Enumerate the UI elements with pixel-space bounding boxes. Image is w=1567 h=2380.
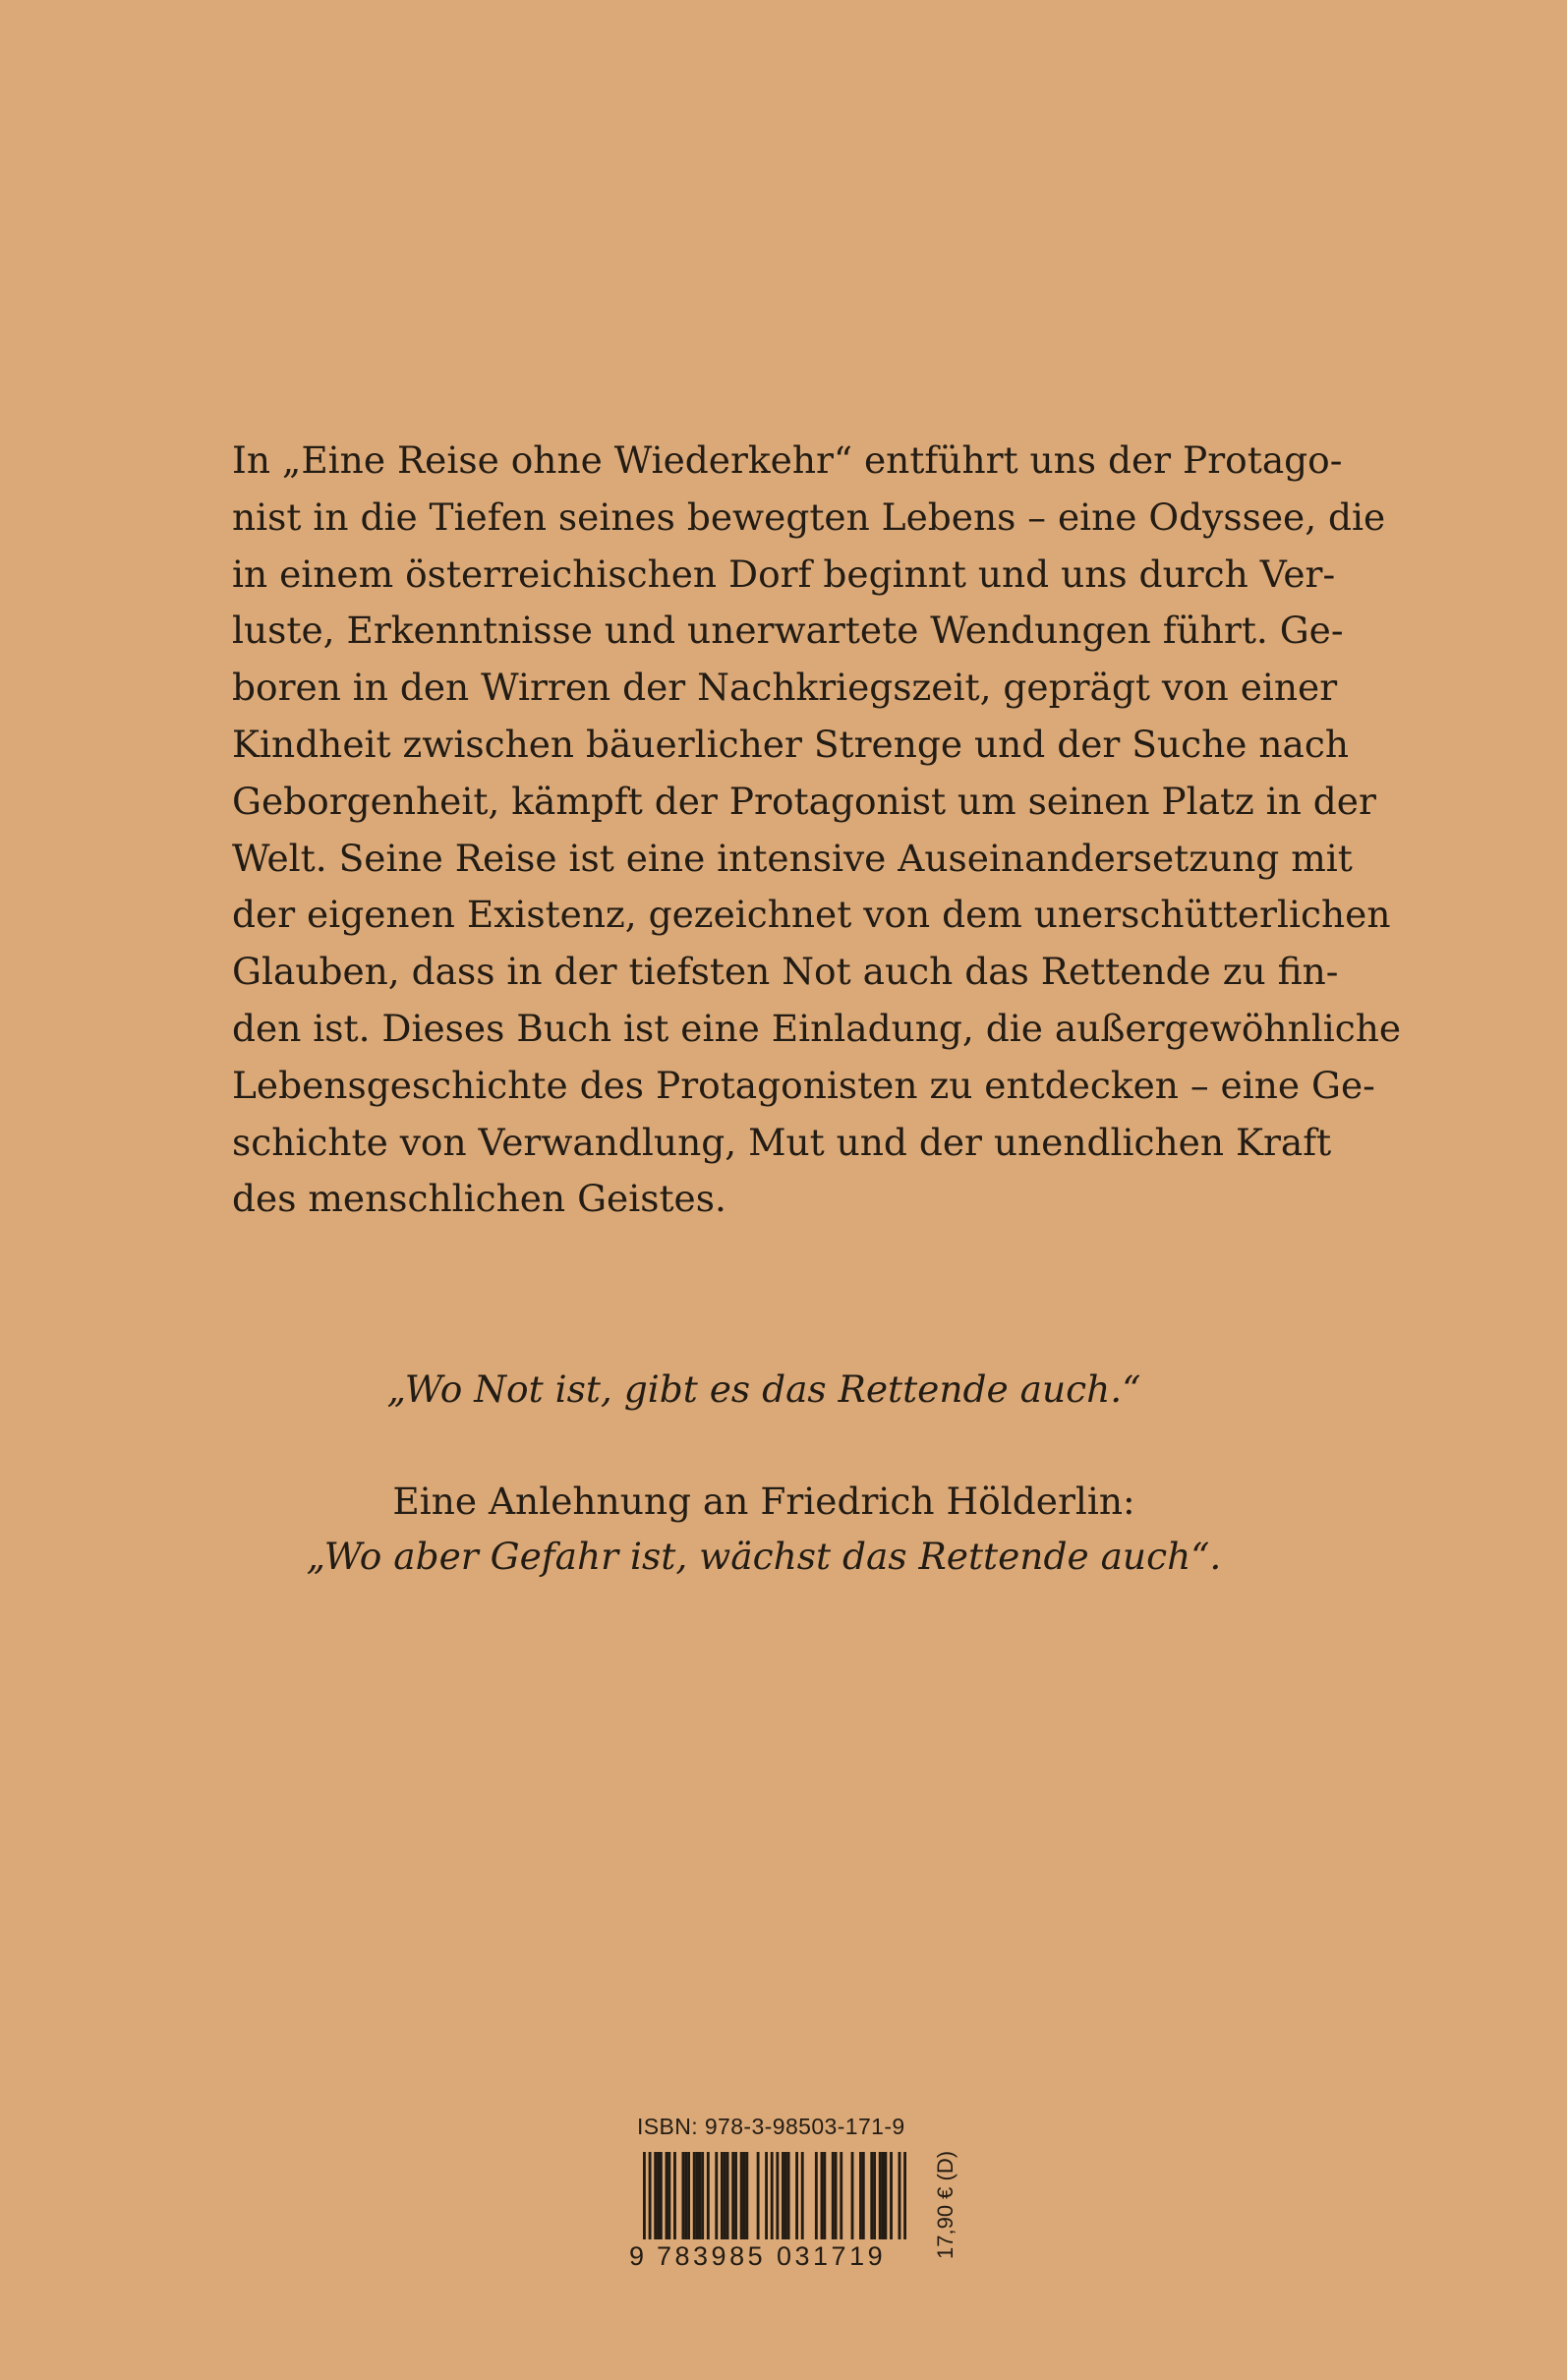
barcode-digits	[629, 2239, 914, 2273]
hoelderlin-quote	[232, 1529, 1296, 1584]
barcode-bar	[862, 2152, 865, 2242]
barcode-bar	[715, 2152, 718, 2242]
hoelderlin-quote-text: „Wo aber Gefahr ist, wächst das Rettende auch“	[306, 1535, 1210, 1578]
blurb-line: Kindheit zwischen bäuerlicher Strenge und der Suche nach	[232, 722, 1350, 766]
barcode-bar	[684, 2152, 687, 2242]
barcode-bar	[882, 2152, 885, 2242]
barcode-digit-group-right: 031719	[777, 2241, 887, 2271]
blurb-line: der eigenen Existenz, gezeichnet von dem unerschütterlichen	[232, 893, 1391, 937]
barcode-bar	[726, 2152, 729, 2242]
blurb-line: boren in den Wirren der Nachkriegszeit, geprägt von einer	[232, 666, 1338, 710]
barcode-bar	[731, 2152, 734, 2242]
isbn-block	[629, 2112, 973, 2279]
barcode-bar	[757, 2152, 760, 2242]
barcode-bar	[707, 2152, 710, 2242]
barcode-bar	[821, 2152, 824, 2242]
blurb-line: Lebensgeschichte des Protagonisten zu entdecken – eine Ge-	[232, 1063, 1375, 1107]
barcode-bar	[681, 2152, 684, 2242]
blurb-line: nist in die Tiefen seines bewegten Lebens – eine Odyssee, die	[232, 494, 1386, 539]
blurb-line: Glauben, dass in der tiefsten Not auch das Rettende zu fin-	[232, 950, 1339, 994]
motto-quote: „Wo Not ist, gibt es das Rettende auch.“	[386, 1367, 1141, 1411]
blurb-text	[232, 433, 1402, 1228]
isbn-label: ISBN: 978-3-98503-171-9	[637, 2114, 905, 2139]
barcode-bar	[840, 2152, 842, 2242]
barcode-bar	[721, 2152, 724, 2242]
barcode-bar	[879, 2152, 882, 2242]
barcode-bar	[693, 2152, 696, 2242]
blurb-line: schichte von Verwandlung, Mut und der unendlichen Kraft	[232, 1120, 1332, 1164]
barcode-bar	[782, 2152, 784, 2242]
blurb-line: Welt. Seine Reise ist eine intensive Auseinandersetzung mit	[232, 836, 1353, 880]
barcode-bar	[884, 2152, 887, 2242]
barcode-bar	[784, 2152, 787, 2242]
barcode-bar	[654, 2152, 657, 2242]
barcode-bar	[667, 2152, 670, 2242]
barcode-bar	[873, 2152, 876, 2242]
barcode-bar	[666, 2152, 668, 2242]
blurb-line: in einem österreichischen Dorf beginnt und uns durch Ver-	[232, 551, 1336, 596]
barcode-bar	[765, 2152, 768, 2242]
barcode-bar	[870, 2152, 873, 2242]
barcode-bar	[740, 2152, 743, 2242]
barcode-bar	[823, 2152, 826, 2242]
barcode-bar	[734, 2152, 737, 2242]
barcode-bar	[743, 2152, 746, 2242]
barcode-first-digit: 9	[629, 2241, 645, 2271]
price-label: 17,90 € (D)	[933, 2150, 958, 2259]
barcode-bar	[687, 2152, 690, 2242]
barcode-bar	[698, 2152, 701, 2242]
blurb-line: den ist. Dieses Buch ist eine Einladung, die außergewöhnliche	[232, 1006, 1402, 1050]
hoelderlin-quote-end: .	[1209, 1535, 1222, 1578]
barcode-bar	[795, 2152, 798, 2242]
hoelderlin-attribution	[232, 1474, 1296, 1584]
barcode-bar	[701, 2152, 704, 2242]
blurb-line: Geborgenheit, kämpft der Protagonist um seinen Platz in der	[232, 779, 1376, 823]
blurb-line: In „Eine Reise ohne Wiederkehr“ entführt uns der Protago-	[232, 438, 1343, 482]
barcode-bar	[815, 2152, 818, 2242]
barcode-bar	[832, 2152, 835, 2242]
barcode-bar	[657, 2152, 660, 2242]
barcode-bar	[787, 2152, 790, 2242]
barcode-bar	[724, 2152, 726, 2242]
barcode-bar	[859, 2152, 862, 2242]
attribution-intro: Eine Anlehnung an Friedrich Hölderlin:	[392, 1480, 1135, 1523]
barcode-bar	[835, 2152, 838, 2242]
barcode-bar	[696, 2152, 699, 2242]
barcode-bar	[660, 2152, 663, 2242]
barcode-bar	[673, 2152, 676, 2242]
barcode-bar	[745, 2152, 748, 2242]
barcode-digit-group-left: 783985	[657, 2241, 767, 2271]
blurb-line: des menschlichen Geistes.	[232, 1177, 726, 1221]
blurb-line: luste, Erkenntnisse und unerwartete Wendungen führt. Ge-	[232, 609, 1344, 653]
barcode-bar	[801, 2152, 804, 2242]
barcode-bar	[890, 2152, 893, 2242]
barcode-bar	[851, 2152, 854, 2242]
